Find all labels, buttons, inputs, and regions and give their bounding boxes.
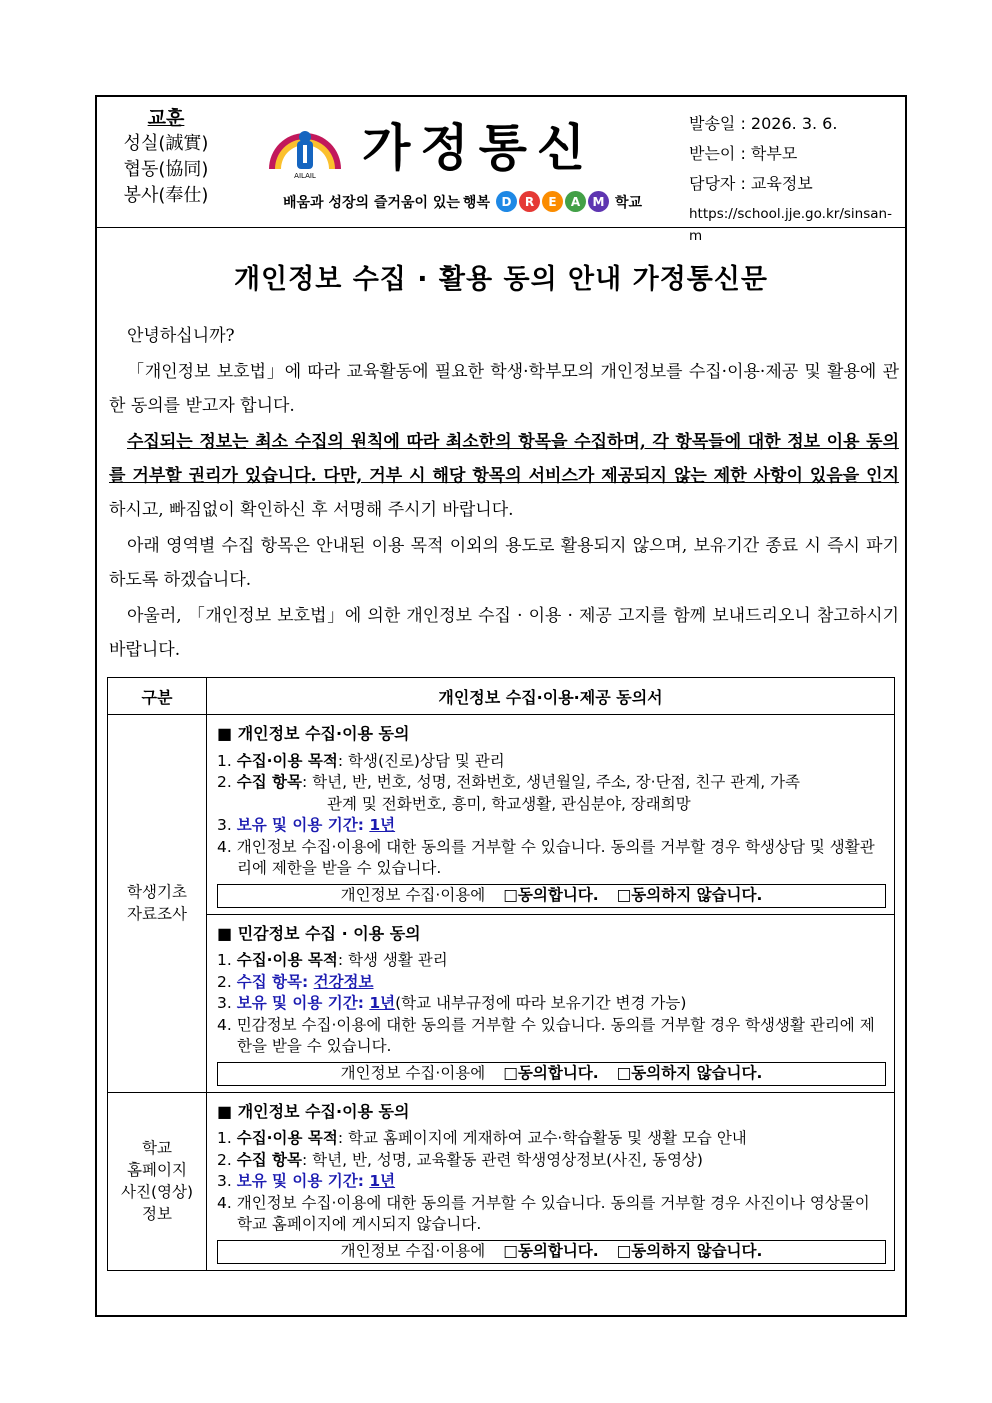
paragraph-2 bbox=[109, 425, 899, 527]
dream-badges bbox=[496, 191, 609, 212]
consent-table bbox=[107, 677, 895, 1271]
school-slogan bbox=[283, 191, 642, 212]
col-header-category: 구분 bbox=[108, 678, 207, 715]
motto-item: 봉사(奉仕) bbox=[123, 185, 209, 206]
item-refusal: 4. 개인정보 수집·이용에 대한 동의를 거부할 수 있습니다. 동의를 거부할 경우 사진이나 영상물이 학교 홈페이지에 게시되지 않습니다. bbox=[217, 1193, 870, 1233]
disagree-checkbox[interactable]: □동의하지 않습니다. bbox=[616, 1241, 763, 1260]
item-fields-cont: 관계 및 전화번호, 흥미, 학교생활, 관심분야, 장래희망 bbox=[327, 794, 691, 813]
slogan-prefix: 배움과 성장의 즐거움이 있는 bbox=[283, 194, 460, 211]
item-period: 3. 보유 및 이용 기간: 1년(학교 내부규정에 따라 보유기간 변경 가능) bbox=[217, 994, 687, 1012]
document-title: 개인정보 수집 · 활용 동의 안내 가정통신문 bbox=[233, 264, 769, 295]
motto-title: 교훈 bbox=[147, 107, 185, 129]
greeting: 안녕하십니까? bbox=[127, 326, 235, 346]
consent-row[interactable]: 개인정보 수집·이용에 □동의합니다. □동의하지 않습니다. bbox=[217, 1062, 886, 1086]
section-title: ■ 개인정보 수집·이용 동의 bbox=[217, 1101, 410, 1121]
item-fields: 2. 수집 항목: 건강정보 bbox=[217, 972, 374, 991]
section-personal-info bbox=[207, 715, 895, 915]
col-header-consent: 개인정보 수집·이용·제공 동의서 bbox=[207, 678, 895, 715]
newsletter-page bbox=[95, 95, 907, 1317]
consent-row[interactable]: 개인정보 수집·이용에 □동의합니다. □동의하지 않습니다. bbox=[217, 1240, 886, 1264]
paragraph-2-rest: 하시고, 빠짐없이 확인하신 후 서명해 주시기 바랍니다. bbox=[109, 500, 514, 520]
slogan-happy: 행복 bbox=[462, 194, 490, 211]
send-date: 발송일 : 2026. 3. 6. bbox=[689, 114, 838, 133]
category-basic: 학생기초 자료조사 bbox=[108, 715, 207, 1093]
section-sensitive-info bbox=[207, 914, 895, 1092]
paragraph-1: 「개인정보 보호법」에 따라 교육활동에 필요한 학생·학부모의 개인정보를 수집·이용·제공 및 활용에 관한 동의를 받고자 합니다. bbox=[109, 362, 899, 416]
section-title: ■ 개인정보 수집·이용 동의 bbox=[217, 724, 410, 743]
dream-letter: M bbox=[588, 191, 609, 212]
dream-letter: E bbox=[542, 191, 563, 212]
consent-row[interactable]: 개인정보 수집·이용에 □동의합니다. □동의하지 않습니다. bbox=[217, 884, 886, 908]
dream-letter: R bbox=[519, 191, 540, 212]
school-logo-icon bbox=[265, 117, 345, 179]
svg-text:AILAIL: AILAIL bbox=[294, 172, 316, 179]
paragraph-3: 아래 영역별 수집 항목은 안내된 이용 목적 이외의 용도로 활용되지 않으며, 보유기간 종료 시 즉시 파기하도록 하겠습니다. bbox=[109, 536, 899, 590]
paragraph-2-emphasis: 수집되는 정보는 최소 수집의 원칙에 따라 최소한의 항목을 수집하며, 각 항목들에 대한 정보 이용 동의를 거부할 권리가 있습니다. 다만, 거부 시 해당 항목의 서비스가 제공되지 않는 제한 사항이 있음을 인지 bbox=[109, 432, 899, 486]
motto-item: 협동(協同) bbox=[123, 159, 209, 180]
paragraph-4: 아울러, 「개인정보 보호법」에 의한 개인정보 수집 · 이용 · 제공 고지를 함께 보내드리오니 참고하시기 바랍니다. bbox=[109, 606, 899, 660]
item-fields: 2. 수집 항목: 학년, 반, 번호, 성명, 전화번호, 생년월일, 주소, 장·단점, 친구 관계, 가족 bbox=[217, 773, 801, 791]
motto-item: 성실(誠實) bbox=[123, 133, 209, 154]
newsletter-brand: 가정통신 bbox=[362, 118, 596, 177]
disagree-checkbox[interactable]: □동의하지 않습니다. bbox=[616, 1063, 763, 1082]
manager: 담당자 : 교육정보 bbox=[689, 174, 813, 193]
category-homepage: 학교 홈페이지 사진(영상) 정보 bbox=[108, 1092, 207, 1270]
recipient: 받는이 : 학부모 bbox=[689, 144, 798, 163]
item-purpose: 1. 수집·이용 목적: 학교 홈페이지에 게재하여 교수·학습활동 및 생활 모습 안내 bbox=[217, 1129, 747, 1147]
school-url[interactable]: https://school.jje.go.kr/sinsan-m bbox=[689, 206, 892, 244]
agree-checkbox[interactable]: □동의합니다. bbox=[503, 885, 599, 904]
item-period: 3. 보유 및 이용 기간: 1년 bbox=[217, 816, 396, 834]
disagree-checkbox[interactable]: □동의하지 않습니다. bbox=[616, 885, 763, 904]
section-homepage-info bbox=[207, 1092, 895, 1270]
body-text bbox=[109, 319, 899, 669]
header bbox=[97, 97, 905, 244]
item-refusal: 4. 민감정보 수집·이용에 대한 동의를 거부할 수 있습니다. 동의를 거부할 경우 학생생활 관리에 제한을 받을 수 있습니다. bbox=[217, 1015, 875, 1055]
dream-letter: A bbox=[565, 191, 586, 212]
agree-checkbox[interactable]: □동의합니다. bbox=[503, 1063, 599, 1082]
item-fields: 2. 수집 항목: 학년, 반, 성명, 교육활동 관련 학생영상정보(사진, 동영상) bbox=[217, 1150, 703, 1169]
item-purpose: 1. 수집·이용 목적: 학생(진로)상담 및 관리 bbox=[217, 751, 505, 770]
slogan-suffix: 학교 bbox=[614, 194, 643, 211]
item-purpose: 1. 수집·이용 목적: 학생 생활 관리 bbox=[217, 951, 448, 969]
item-period: 3. 보유 및 이용 기간: 1년 bbox=[217, 1172, 396, 1190]
school-motto bbox=[111, 105, 221, 209]
dream-letter: D bbox=[496, 191, 517, 212]
item-refusal: 4. 개인정보 수집·이용에 대한 동의를 거부할 수 있습니다. 동의를 거부할 경우 학생상담 및 생활관리에 제한을 받을 수 있습니다. bbox=[217, 837, 875, 877]
agree-checkbox[interactable]: □동의합니다. bbox=[503, 1241, 599, 1260]
send-info bbox=[689, 109, 905, 247]
section-title: ■ 민감정보 수집 · 이용 동의 bbox=[217, 923, 421, 943]
